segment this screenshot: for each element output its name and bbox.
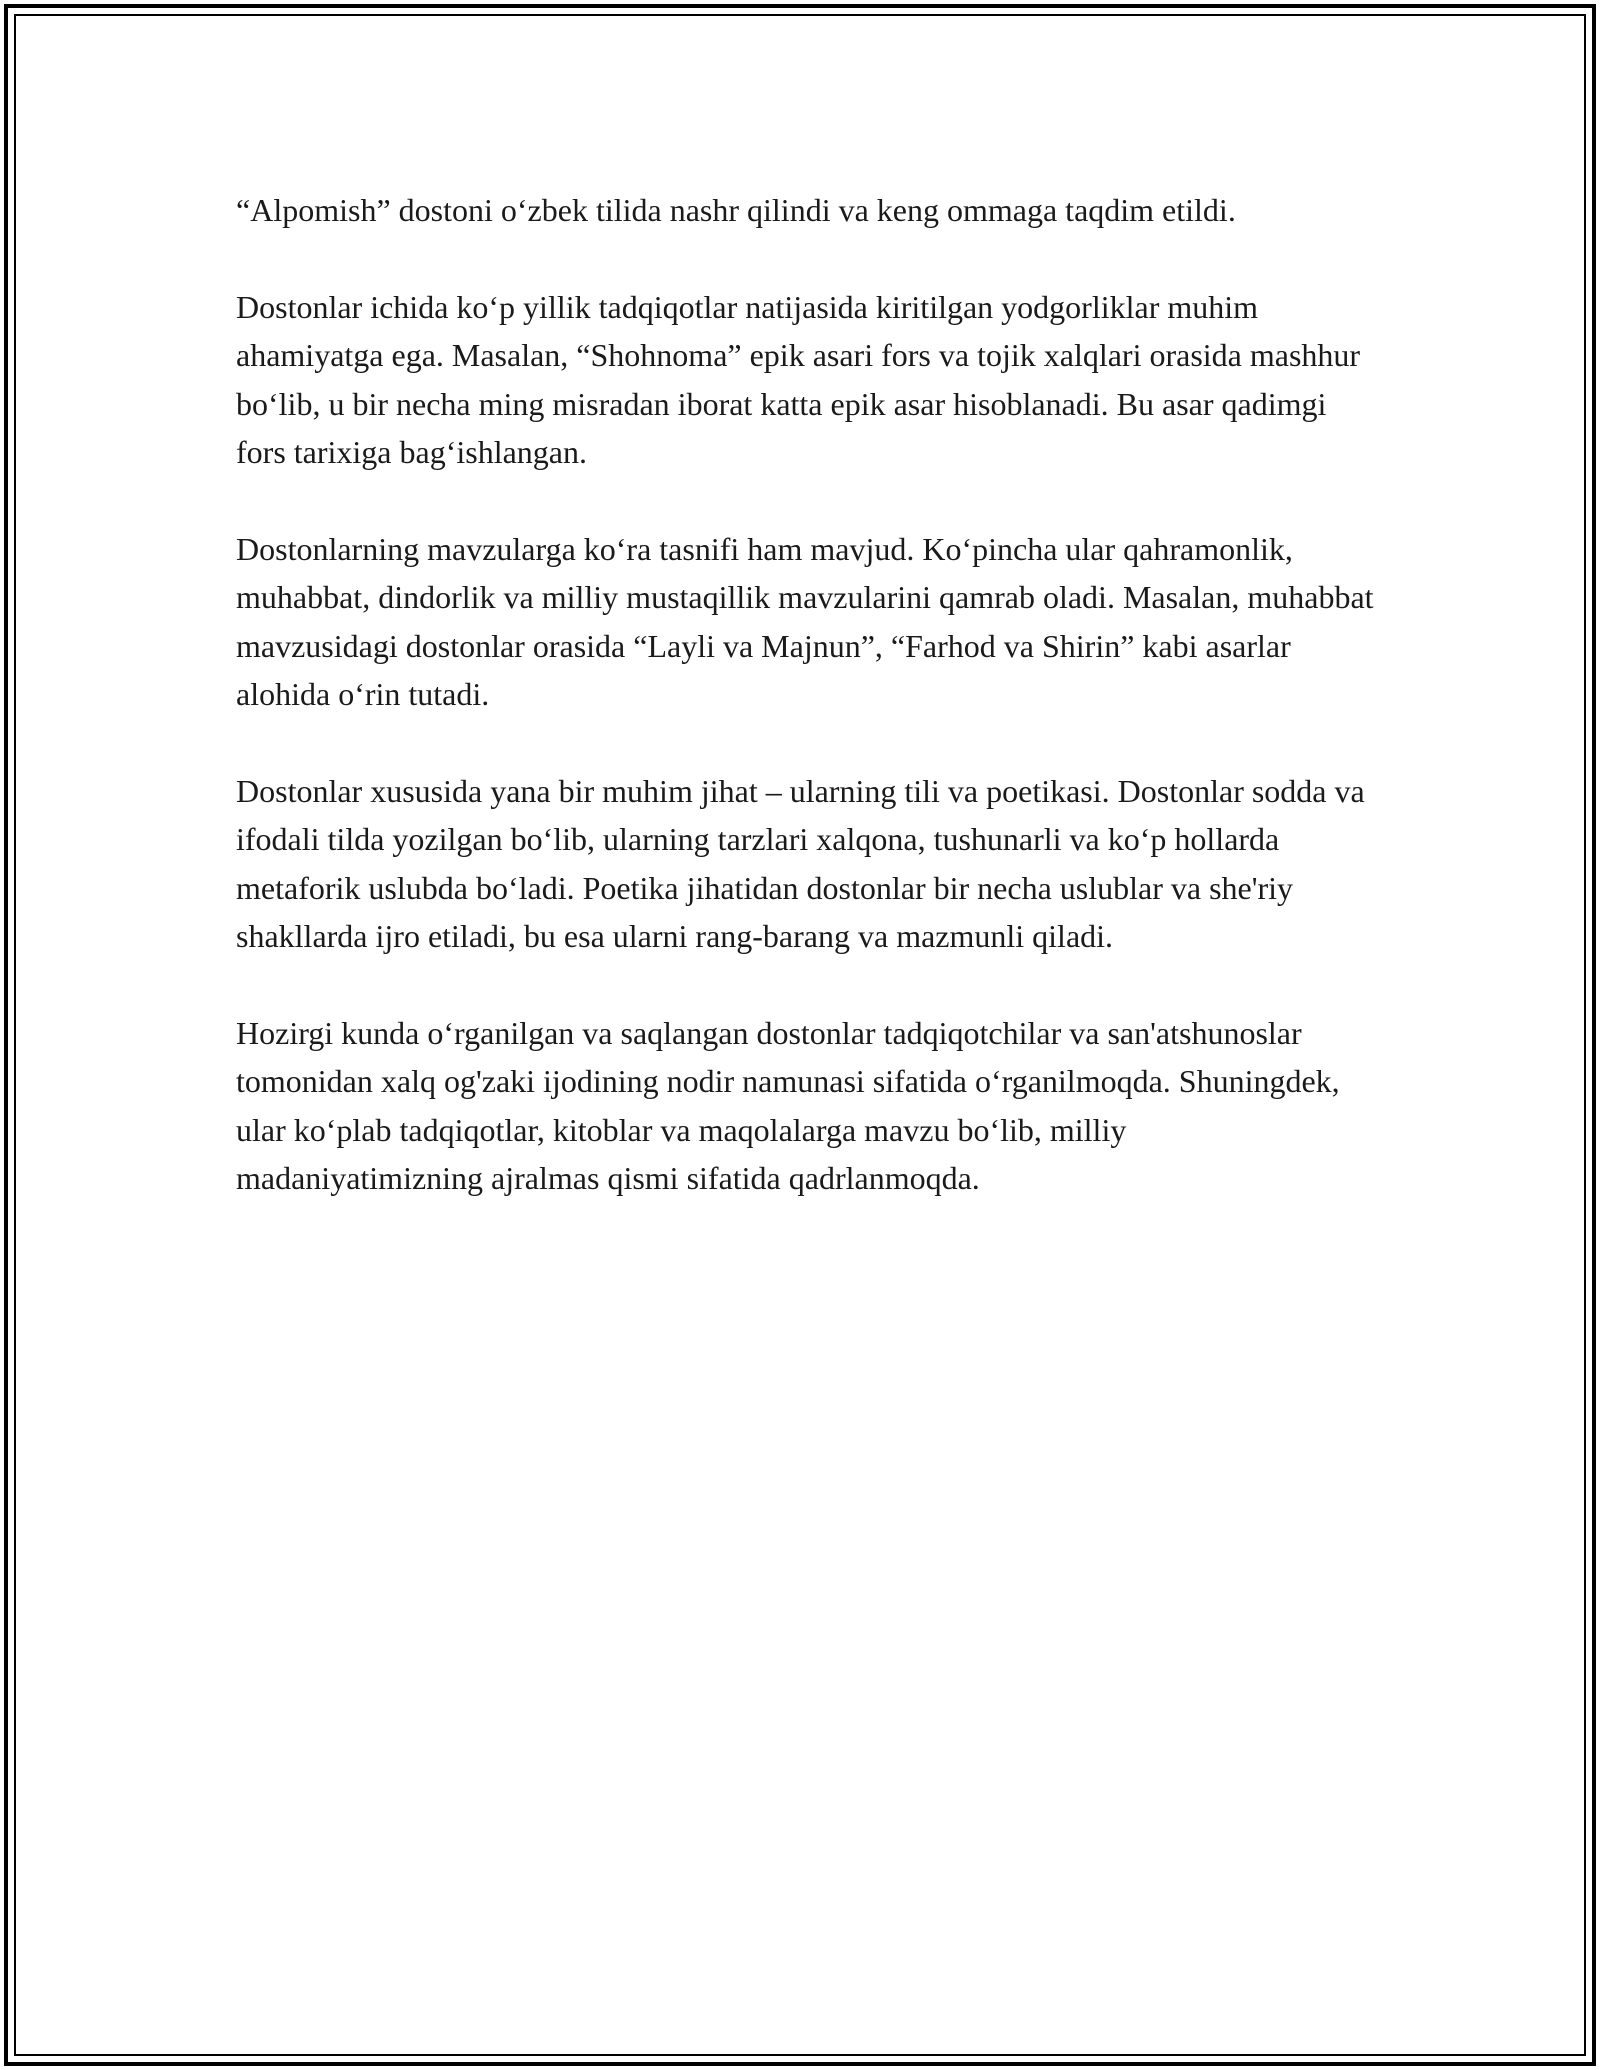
paragraph-1: “Alpomish” dostoni o‘zbek tilida nashr qilindi va keng ommaga taqdim etildi. — [236, 192, 1236, 228]
paragraph-3: Dostonlarning mavzularga ko‘ra tasnifi ham mavjud. Ko‘pincha ular qahramonlik, muhabbat, dindorlik va milliy mustaqillik mavzularini qamrab oladi. Masalan, muhabbat mavzusidagi dostonlar orasida “Layli va Majnun”, “Farhod va Shirin” kabi asarlar alohida o‘rin tutadi. — [236, 530, 1374, 712]
paragraph-5: Hozirgi kunda o‘rganilgan va saqlangan dostonlar tadqiqotchilar va san'atshunoslar tomonidan xalq og'zaki ijodining nodir namunasi sifatida o‘rganilmoqda. Shuningdek, ular ko‘plab tadqiqotlar, kitoblar va maqolalarga mavzu bo‘lib, milliy madaniyatimizning ajralmas qismi sifatida qadrlanmoqda. — [236, 1014, 1340, 1196]
paragraph-2: Dostonlar ichida ko‘p yillik tadqiqotlar natijasida kiritilgan yodgorliklar muhim ahamiyatga ega. Masalan, “Shohnoma” epik asari fors va tojik xalqlari orasida mashhur bo‘lib, u bir necha ming misradan iborat katta epik asar hisoblanadi. Bu asar qadimgi fors tarixiga bag‘ishlangan. — [236, 288, 1361, 470]
paragraph-4: Dostonlar xususida yana bir muhim jihat – ularning tili va poetikasi. Dostonlar sodda va ifodali tilda yozilgan bo‘lib, ularning tarzlari xalqona, tushunarli va ko‘p hollarda metaforik uslubda bo‘ladi. Poetika jihatidan dostonlar bir necha uslublar va she'riy shakllarda ijro etiladi, bu esa ularni rang-barang va mazmunli qiladi. — [236, 772, 1365, 954]
document-body — [236, 186, 1376, 1251]
